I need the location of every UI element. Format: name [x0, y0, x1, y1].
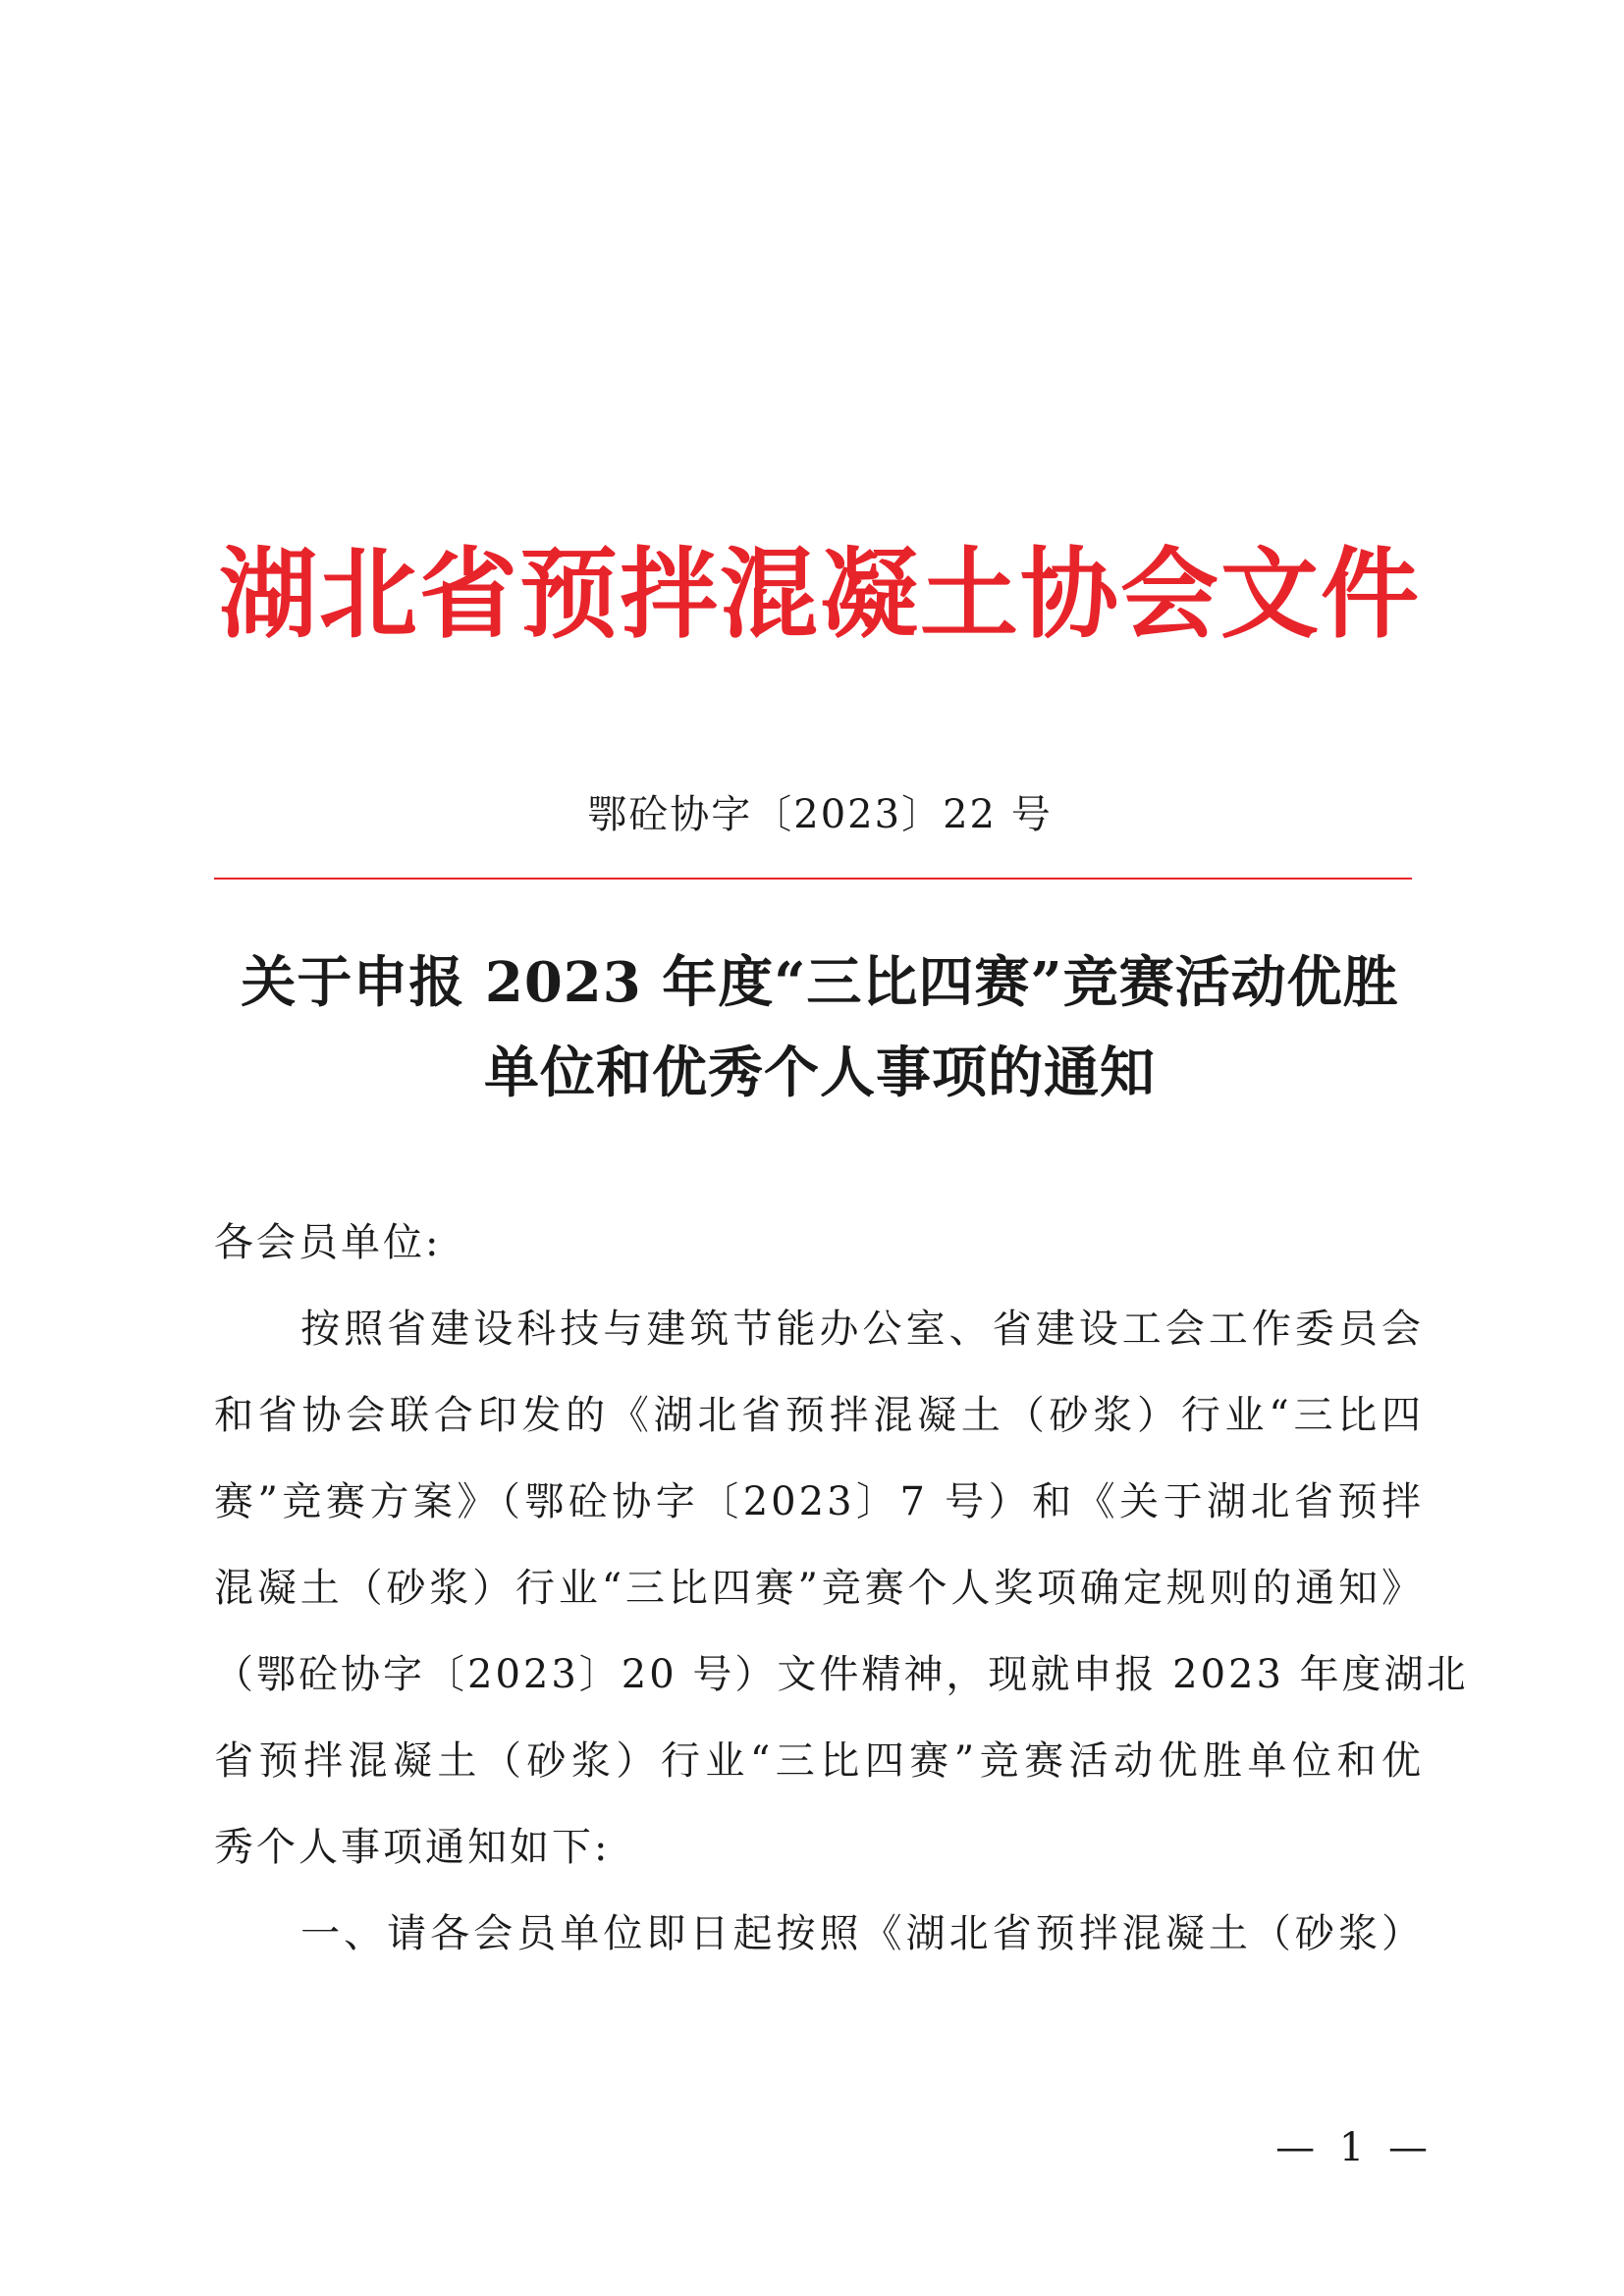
paragraph-1-line-5: （鄂砼协字〔2023〕20 号）文件精神，现就申报 2023 年度湖北 [214, 1652, 1469, 1697]
paragraph-1-line-4: 混凝土（砂浆）行业“三比四赛”竞赛个人奖项确定规则的通知》 [214, 1566, 1424, 1611]
paragraph-1-line-2: 和省协会联合印发的《湖北省预拌混凝土（砂浆）行业“三比四 [214, 1393, 1424, 1438]
salutation: 各会员单位: [214, 1220, 442, 1265]
red-divider-rule [214, 878, 1412, 880]
document-number: 鄂砼协字〔2023〕22 号 [587, 792, 1053, 837]
page-number: — 1 — [1275, 2125, 1434, 2170]
paragraph-1-line-3: 赛”竞赛方案》（鄂砼协字〔2023〕7 号）和《关于湖北省预拌 [214, 1479, 1424, 1524]
paragraph-1-line-7: 秀个人事项通知如下: [214, 1825, 611, 1870]
notice-title [196, 937, 1443, 1118]
paragraph-2-line-1: 一、请各会员单位即日起按照《湖北省预拌混凝土（砂浆） [214, 1911, 1424, 1956]
paragraph-1-line-6: 省预拌混凝土（砂浆）行业“三比四赛”竞赛活动优胜单位和优 [214, 1738, 1424, 1784]
paragraph-1-line-1: 按照省建设科技与建筑节能办公室、省建设工会工作委员会 [214, 1307, 1424, 1352]
notice-title-line-1: 关于申报 2023 年度“三比四赛”竞赛活动优胜 [241, 950, 1399, 1015]
notice-title-line-2: 单位和优秀个人事项的通知 [484, 1041, 1156, 1105]
masthead-title: 湖北省预拌混凝土协会文件 [219, 536, 1421, 652]
body-text [214, 1200, 1469, 1977]
